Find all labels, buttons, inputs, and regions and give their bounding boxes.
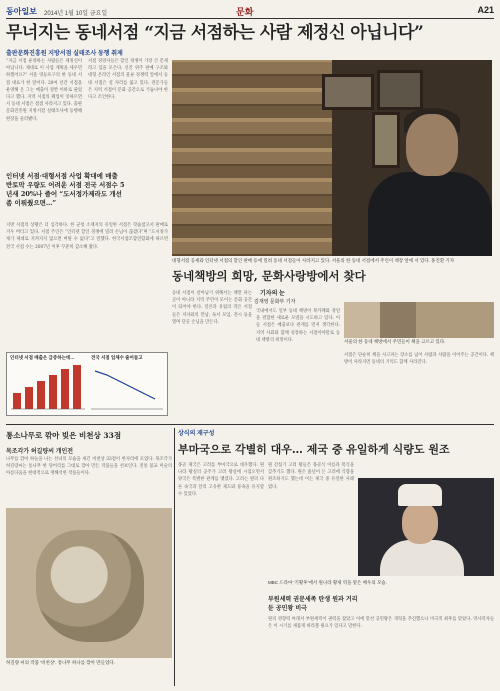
bottom-right-body-1: 몽골 제국은 고려를 부마국으로 대우했다. 원나라 황실의 공주가 고려 왕실에 시집오면서 양국은 특별한 관계를 맺었다. 고려는 원의 다른 속국과 달리 고유한 제도와 풍속을 유지할 수 있었다. [178, 463, 264, 497]
section-divider [6, 424, 494, 425]
chart-1-bar [73, 365, 81, 409]
wall-frame [322, 74, 374, 110]
second-body-3: 서점은 단순히 책을 사고파는 장소를 넘어 사람과 사람을 이어주는 공간이다. 책방이 사라지면 동네의 기억도 함께 사라진다. [344, 353, 494, 366]
main-photo-caption: 대형서점 공세와 인터넷 서점의 할인 판매 등에 밀려 동네 서점들이 사라지고 있다. 서울의 한 동네 서점에서 주인이 책장 앞에 서 있다. 홍진환 기자 [172, 258, 455, 263]
wall-frame [372, 112, 400, 168]
person-head [406, 114, 458, 176]
bookshelf [172, 60, 332, 256]
issue-date: 2014년 1월 10일 금요일 [44, 11, 108, 17]
bottom-left-body: 나무를 깎아 하늘을 나는 선녀의 모습을 새긴 비천상 33점이 한자리에 모였다. 목조각가 허길량씨는 통나무 한 덩어리를 그대로 깎아 만든 작품들을 선보인다. 전통 불교 미술의 아름다움을 현대적으로 재해석한 작품들이다. [6, 457, 172, 477]
page-number: A21 [477, 5, 494, 15]
bottom-right-body-3: 원의 영향력 아래서 부원세력이 권력을 잡았고 이에 맞선 공민왕은 개혁을 추진했으나 비극적 최후를 맞았다. 역사학자들은 이 시기를 새롭게 바라볼 필요가 있다고 말한다. [268, 617, 494, 630]
bottom-left-title: 통소나무로 깎아 빚은 비천상 33점 [6, 431, 122, 440]
second-story-title: 동네책방의 희망, 문화사랑방에서 찾다 [172, 269, 366, 283]
chart-1-title: 인터넷 서점 매출은 급증하는데… [10, 355, 75, 360]
drama-photo-caption: MBC 드라마 ‘기황후’에서 원나라 황제 역을 맡은 배우의 모습. [268, 580, 387, 585]
sculpture-caption: 허길량 씨의 작품 ‘비천상’. 통나무 하나를 깎아 만들었다. [6, 660, 115, 665]
bottom-right-subhead: 부원세력 권문세족 탄생 원과 거리둔 공민왕 비극 [268, 596, 358, 612]
second-body-1: 동네 서점이 살아남기 위해서는 책만 파는 곳이 아니라 지역 주민이 모이는 문화 공간이 되어야 한다. 일본과 유럽의 작은 서점들은 저자와의 만남, 독서 모임, 전시 등을 열며 단골 손님을 만든다. [172, 291, 252, 325]
chart-1-bar [13, 393, 21, 409]
newspaper-logo: 동아일보 [6, 7, 37, 16]
chart-1-bar [37, 381, 45, 409]
masthead [6, 4, 494, 19]
wall-frame [377, 70, 423, 110]
chart-1-bar [61, 369, 69, 409]
left-subhead: 인터넷 서점·대형서점 사업 확대에 매출 반토막 우량도 어려운 서점 전국 서점수 5년새 20%나 줄어 “도서정가제라도 개선 좀 이뤄줬으면…” [6, 172, 125, 207]
bottom-right-title: 부마국으로 각별히 대우… 제국 중 유일하게 식량도 원조 [178, 443, 450, 456]
bookshop-photo [344, 302, 494, 338]
flying-angel-sculpture-photo [6, 508, 172, 658]
drama-actor-photo [358, 478, 494, 576]
column-tag: 상식의 재구성 [178, 431, 215, 437]
chart-1-bar [49, 375, 57, 409]
byline-name: 김재영 문화부 기자 [254, 299, 296, 305]
section-name: 문화 [236, 7, 254, 17]
chart-1-bar [25, 387, 33, 409]
chart-graphics [7, 353, 167, 415]
column-divider [174, 428, 175, 686]
actor-robe [380, 540, 464, 576]
left-body-2: 지방 서점의 상황은 더 심각하다. 한 군청 소재지의 유일한 서점은 학습참고서 판매로 겨우 버티고 있다. 서점 주인은 “인터넷 할인 경쟁에 밀려 손님이 끊겼다”며 “도서정가제가 제대로 지켜지지 않으면 버틸 수 없다”고 말했다. 한국서점조합연합회에 따르면 전국 서점 수는 2007년 이후 꾸준히 감소해 왔다. [6, 223, 168, 250]
second-body-2: 국내에서도 일부 동네 책방이 북카페와 강연을 결합한 새로운 모델을 시도하고 있다. 이들 서점은 매출보다 관계를 먼저 생각한다. 지역 사회와 함께 성장하는 서점이야말로 동네 책방의 희망이다. [256, 309, 340, 343]
bookshop-caption: 서울의 한 동네 책방에서 주민들이 책을 고르고 있다. [344, 339, 446, 344]
byline [260, 288, 285, 297]
left-kicker: 출판문화진흥원 지방서점 실태조사 동행 취재 [6, 51, 123, 57]
chart-panel [6, 352, 168, 416]
chart-2-line [95, 371, 155, 399]
byline-label: 기자의 눈 [260, 291, 285, 297]
person-body [368, 172, 492, 256]
bottom-left-kicker: 목조각가 허길량씨 개인전 [6, 449, 74, 455]
chart-2-title: 전국 서점 업체수 줄어들고 [91, 355, 143, 360]
bookstore-owner-photo [172, 60, 492, 256]
sculpture [36, 530, 144, 642]
main-headline: 무너지는 동네서점 “지금 서점하는 사람 제정신 아닙니다” [6, 23, 424, 43]
left-body-3: 서점 경영자들은 할인 경쟁이 가장 큰 문제라고 입을 모은다. 신간 위주 판매 구조와 대형 온라인 서점의 물류 경쟁력 앞에서 동네 서점은 설 자리를 잃고 있다. 전문가들은 지역 서점이 문화 공간으로 거듭나야 한다고 조언한다. [88, 59, 168, 101]
bottom-right-body-2: 원 간섭기 고려 왕들은 몽골식 이름과 복식을 갖추기도 했다. 원은 흉년이 든 고려에 식량을 원조하기도 했는데 이는 제국 중 유일한 사례였다. [268, 463, 354, 490]
actor-face [402, 502, 438, 544]
actor-hat [398, 484, 442, 506]
left-body-1: “지금 서점 운영하는 사람들은 제정신이 아닙니다. 제대로 이 사업 계획을 세우면 하겠어요?” 서울 영등포구의 한 동네 서점 대표가 한 말이다. 20여 년간 서점을 운영해 온 그는 매출이 절반 이하로 줄었다고 했다. 지역 서점의 폐업이 잇따르면서 동네 서점은 점점 사라지고 있다. 출판문화진흥원 지방서점 실태조사에 동행해 현장을 둘러봤다. [6, 59, 82, 122]
